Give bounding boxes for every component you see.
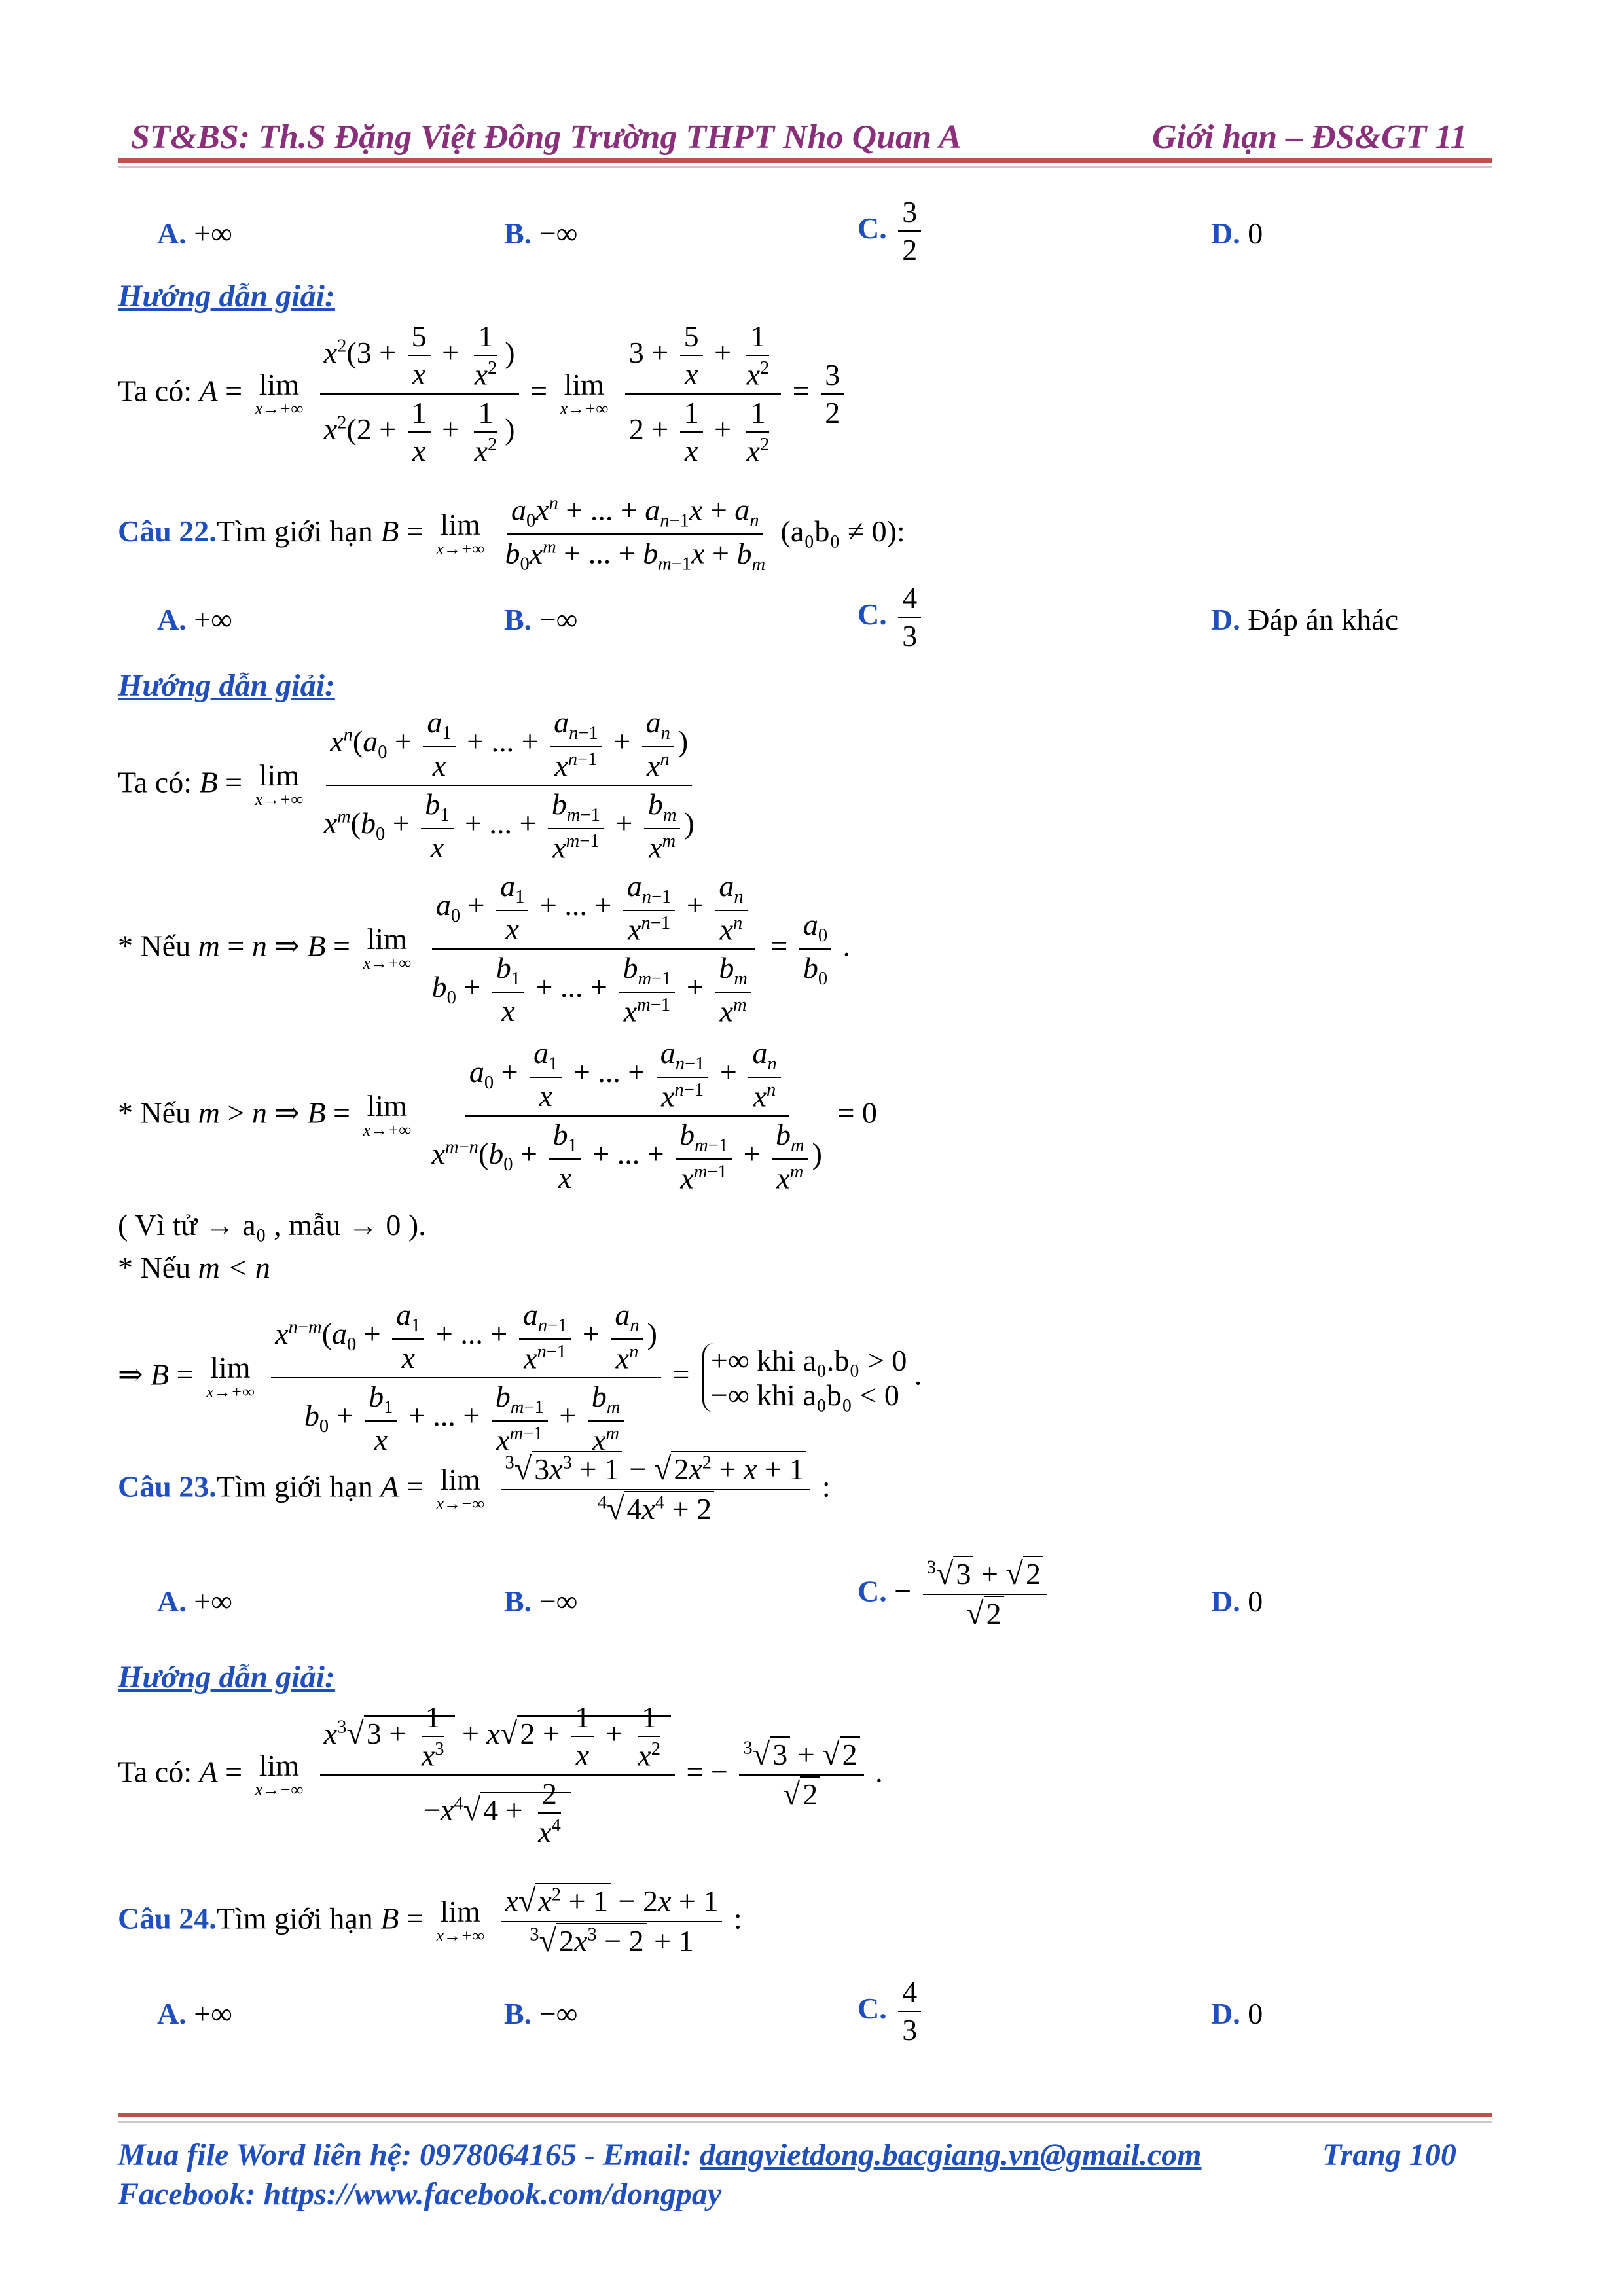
q22-option-d: [1211, 602, 1398, 637]
option-value: +∞: [194, 603, 232, 636]
q22-option-b: [504, 602, 577, 637]
q23-option-a: [157, 1584, 232, 1619]
option-letter: D.: [1211, 603, 1240, 636]
case-prefix: * Nếu: [118, 929, 191, 963]
q23-guide-heading: Hướng dẫn giải:: [118, 1660, 335, 1695]
question-text: Tìm giới hạn: [216, 514, 373, 548]
lead-text: Ta có:: [118, 374, 192, 408]
piecewise-brace: [702, 1343, 907, 1412]
lead-text: Ta có:: [118, 765, 192, 799]
footer-rule-thin: [118, 2121, 1492, 2123]
option-value: 0: [1248, 1997, 1263, 2030]
q24-option-d: [1211, 1996, 1263, 2031]
case-prefix: * Nếu: [118, 1251, 191, 1284]
option-value: Đáp án khác: [1248, 603, 1399, 636]
q24-option-c: [857, 1977, 925, 2047]
question-text: Tìm giới hạn: [216, 1901, 373, 1935]
q24-option-b: [504, 1996, 577, 2031]
question-number: Câu 23.: [118, 1469, 217, 1503]
email-link[interactable]: dangvietdong.bacgiang.vn@gmail.com: [699, 2138, 1202, 2172]
q22-option-a: [157, 602, 232, 637]
option-letter: D.: [1211, 217, 1240, 250]
q22-question: Câu 22.Tìm giới hạn B = lim x→+∞ $\frac{a_0x^n + ... + a_{n-1}x + a_n}{b_0x^m + ... + b_{m-1}x + b_m}$ (a₀b₀ ≠ 0):: [118, 493, 905, 575]
contact-text: Mua file Word liên hệ: 0978064165 - Email:: [118, 2138, 692, 2172]
question-text: Tìm giới hạn: [216, 1469, 373, 1503]
q24-question: Câu 24.Tìm giới hạn B = lim x→+∞ $\frac{x√x^2 + 1 - 2x + 1}{^3√2x^3 - 2 + 1}$ :: [118, 1884, 742, 1958]
option-value: 0: [1248, 217, 1263, 250]
option-letter: A.: [157, 1997, 187, 2030]
q22-guide-heading: Hướng dẫn giải:: [118, 668, 335, 703]
option-value: −∞: [539, 217, 578, 250]
q21-solution: Ta có: A = lim x→+∞ $x^2(3$ + $\frac{5}{x}$ + $\frac{1}{x^2}$ ) $x^2(2$ + $\frac{1}{x}$ + $\frac{1}{x^2}$ ) = lim x→+∞ 3 + $\frac{5}{x}$ + $\frac{1}{x^2}$ 2 + $\frac{1}{x}$ + $\frac{1}{x^2}$ = $\frac{3}{2}$: [118, 321, 848, 467]
q23-option-c: C. − $\frac{^3√3 + √2}{√2}$: [857, 1558, 1051, 1630]
option-letter: B.: [504, 1585, 532, 1618]
lead-text: Ta có:: [118, 1755, 192, 1789]
option-value: +∞: [194, 217, 232, 250]
option-value: 0: [1248, 1585, 1263, 1618]
option-value: +∞: [194, 1997, 232, 2030]
header-left: ST&BS: Th.S Đặng Việt Đông Trường THPT Nho Quan A: [131, 118, 962, 156]
frac-den: 3: [902, 2013, 918, 2047]
q22-option-c: [857, 583, 925, 653]
negative-case: −∞ khi a₀b₀ < 0: [710, 1378, 899, 1412]
option-letter: A.: [157, 217, 187, 250]
q22-case3: ⇒ B = lim x→+∞ $x^{n-m}(a_0$ + $\frac{a_1}{x}$ + ... + $\frac{a_{n-1}}{x^{n-1}}$ + $\frac{a_n}{x^n}$ ) $b_0$ + $\frac{b_1}{x}$ + ... + $\frac{b_{m-1}}{x^{m-1}}$ + $\frac{b_m}{x^m}$ = +∞ khi a₀.b₀ > 0 −∞ khi a₀b₀ < 0 .: [118, 1298, 922, 1457]
q23-question: Câu 23.Tìm giới hạn A = lim x→−∞ $\frac{^3√3x^3 + 1 - √2x^2 + x + 1}{^4√4x^4 + 2}$ :: [118, 1452, 831, 1526]
case-condition: m < n: [198, 1251, 270, 1284]
option-letter: C.: [857, 597, 887, 631]
q22-case2-note: ( Vì tử → a₀ , mẫu → 0 ).: [118, 1208, 426, 1242]
q22-step1: Ta có: B = lim x→+∞ $x^n(a_0$ + $\frac{a_1}{x}$ + ... + $\frac{a_{n-1}}{x^{n-1}}$ + $\frac{a_n}{x^n}$ ) $x^m(b_0$ + $\frac{b_1}{x}$ + ... + $\frac{b_{m-1}}{x^{m-1}}$ + $\frac{b_m}{x^m}$ ): [118, 706, 695, 865]
option-letter: A.: [157, 1585, 187, 1618]
header-rule-thin: [118, 166, 1492, 168]
q21-guide-heading: Hướng dẫn giải:: [118, 279, 335, 314]
option-letter: B.: [504, 603, 532, 636]
case-prefix: * Nếu: [118, 1096, 191, 1130]
option-letter: B.: [504, 1997, 532, 2030]
frac-den: 2: [902, 233, 918, 267]
q22-case1: * Nếu m = n ⇒ B = lim x→+∞ $a_0$ + $\frac{a_1}{x}$ + ... + $\frac{a_{n-1}}{x^{n-1}}$ + $\frac{a_n}{x^n}$ $b_0$ + $\frac{b_1}{x}$ + ... + $\frac{b_{m-1}}{x^{m-1}}$ + $\frac{b_m}{x^m}$ = $\frac{a_0}{b_0}$ .: [118, 869, 851, 1028]
footer-rule: [118, 2113, 1492, 2117]
header-rule: [118, 158, 1492, 163]
option-value: −∞: [539, 1585, 578, 1618]
page-number: Trang 100: [1322, 2138, 1456, 2172]
option-letter: A.: [157, 603, 187, 636]
q24-option-a: [157, 1996, 232, 2031]
positive-case: +∞ khi a₀.b₀ > 0: [710, 1343, 907, 1377]
option-letter: B.: [504, 217, 532, 250]
question-number: Câu 22.: [118, 514, 217, 548]
facebook-link[interactable]: Facebook: https://www.facebook.com/dongpay: [118, 2177, 722, 2212]
q23-option-d: [1211, 1584, 1263, 1619]
q22-case2: * Nếu m > n ⇒ B = lim x→+∞ $a_0$ + $\frac{a_1}{x}$ + ... + $\frac{a_{n-1}}{x^{n-1}}$ + $\frac{a_n}{x^n}$ $x^{m-n}(b_0$ + $\frac{b_1}{x}$ + ... + $\frac{b_{m-1}}{x^{m-1}}$ + $\frac{b_m}{x^m}$ ) = 0: [118, 1036, 877, 1195]
frac-num: 3: [898, 196, 921, 232]
frac-num: 4: [898, 1977, 921, 2012]
q21-option-b: [504, 216, 577, 251]
option-letter: D.: [1211, 1585, 1240, 1618]
option-letter: D.: [1211, 1997, 1240, 2030]
q23-solution: Ta có: A = lim x→−∞ $x^3√3$ + $\frac{1}{x^3}$ + x√2 + $\frac{1}{x}$ + $\frac{1}{x^2}$ $-x^4√4$ + $\frac{2}{x^4}$ = − $\frac{^3√3 + √2}{√2}$ .: [118, 1700, 883, 1849]
frac-num: 4: [898, 583, 921, 618]
option-value: −∞: [539, 603, 578, 636]
header-right: Giới hạn – ĐS&GT 11: [1152, 118, 1468, 156]
q21-option-c: [857, 196, 925, 266]
q22-case3-heading: [118, 1250, 270, 1285]
option-letter: C.: [857, 1574, 887, 1608]
option-letter: C.: [857, 211, 887, 245]
question-condition: (a₀b₀ ≠ 0):: [780, 514, 905, 548]
option-letter: C.: [857, 1991, 887, 2025]
option-value: −∞: [539, 1997, 578, 2030]
q21-option-a: [157, 216, 232, 251]
q21-option-d: [1211, 216, 1263, 251]
question-number: Câu 24.: [118, 1901, 217, 1935]
q23-option-b: [504, 1584, 577, 1619]
option-value: +∞: [194, 1585, 232, 1618]
footer-contact: [118, 2137, 1202, 2173]
frac-den: 3: [902, 619, 918, 653]
